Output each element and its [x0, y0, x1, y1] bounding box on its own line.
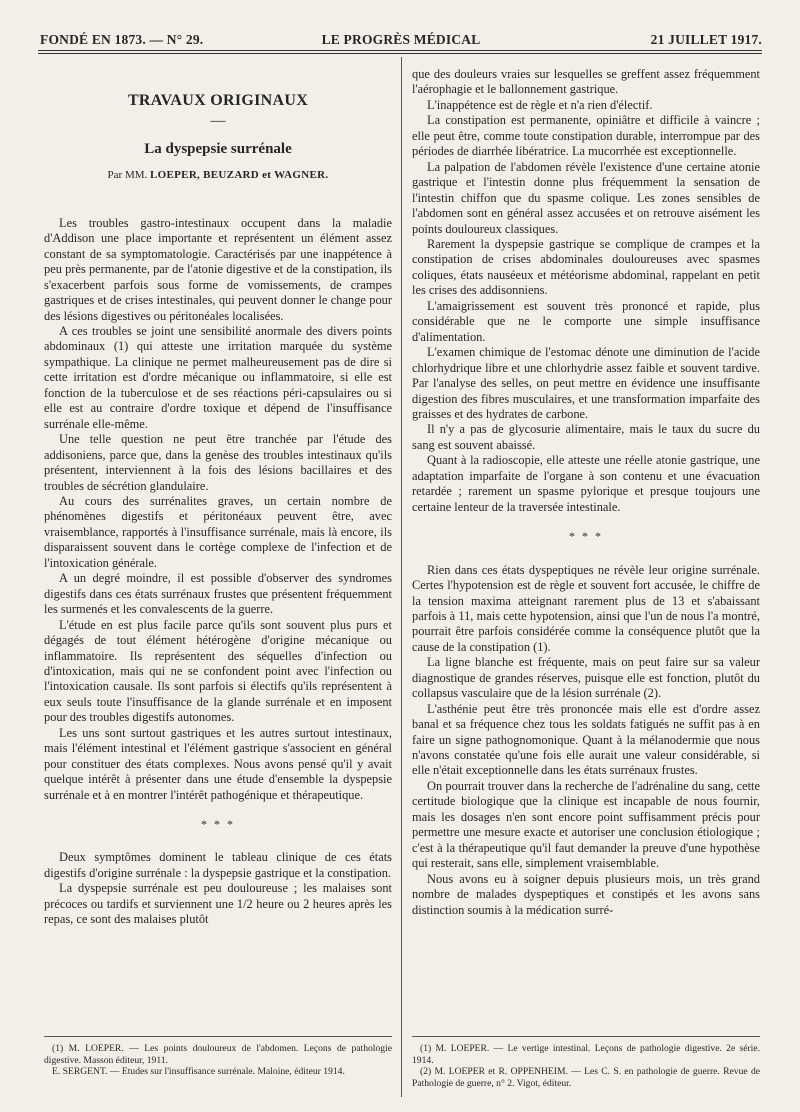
paragraph: L'asthénie peut être très prononcée mais elle est d'ordre assez banal et sa fréquence chez tous les soldats fatigués ne suffit pas à en faire un signe pathognomonique. Quant à la mélanodermie que nous n'avons constatée qu'une fois elle aurait une valeur considérable, si elle n'était exceptionnelle dans les états surrénaux frustes.: [412, 701, 760, 778]
footnotes-right: [412, 1043, 760, 1089]
paragraph: La constipation est permanente, opiniâtre et difficile à vaincre ; elle peut être, comme toute constipation durable, interrompue par des périodes de diarrhée libératrice. La mucorrhée est exceptionnelle.: [412, 113, 760, 159]
paragraph: que des douleurs vraies sur lesquelles se greffent assez fréquemment l'aérophagie et le ballonnement gastrique.: [412, 67, 760, 97]
paragraph: La ligne blanche est fréquente, mais on peut faire sur sa valeur diagnostique de grandes réserves, puisque elle est fonction, plutôt du collapsus vasculaire que de la lésion surrénale (2).: [412, 655, 760, 701]
header-journal-title: LE PROGRÈS MÉDICAL: [321, 32, 481, 47]
paragraph: Il n'y a pas de glycosurie alimentaire, mais le taux du sucre du sang est souvent abaissé.: [412, 422, 760, 452]
header-rule-thin: [38, 53, 762, 54]
footnote-rule-right: [412, 1036, 760, 1037]
paragraph: A ces troubles se joint une sensibilité anormale des divers points abdominaux (1) qui atteste une irritation marquée du système sympathique. La clinique ne permet malheureusement pas de dire si cette irritation est d'ordre mécanique ou inflammatoire, si elle est fonction de la tuberculose et de ses réactions péri-capsulaires ou si elle est au contraire d'ordre toxique et dépend de l'insuffisance surrénale elle-même.: [44, 323, 392, 431]
right-column: [412, 67, 760, 918]
paragraph: Quant à la radioscopie, elle atteste une réelle atonie gastrique, une adaptation imparfaite de l'organe à son contenu et une évacuation retardée ; rarement un spasme pylorique et presque toujours une certaine lenteur de la traversée intestinale.: [412, 453, 760, 514]
authors-prefix: Par MM.: [107, 169, 148, 182]
paragraph: Une telle question ne peut être tranchée par l'étude des addisoniens, parce que, dans la genèse des troubles intestinaux qu'ils présentent, interviennent à la fois des lésions bacillaires et des troubles de sécrétion glandulaire.: [44, 432, 392, 493]
paragraph: Deux symptômes dominent le tableau clinique de ces états digestifs d'origine surrénale : la dyspepsie gastrique et la constipation.: [44, 850, 392, 880]
section-title: TRAVAUX ORIGINAUX: [127, 92, 309, 109]
footnote: (1) M. LOEPER. — Le vertige intestinal. Leçons de pathologie digestive. 2e série. 1914.: [412, 1043, 760, 1066]
header-founded: FONDÉ EN 1873. — N° 29.: [40, 32, 204, 47]
header-rule: [38, 50, 762, 51]
paragraph: Les troubles gastro-intestinaux occupent dans la maladie d'Addison une place importante et représentent un élément assez constant de sa symptomatologie. Caractérisés par une inappétence à peu près permanente, par de l'atonie digestive et de la constipation, ils s'exacerbent parfois sous forme de vomissements, de crampes gastriques et de crises intestinales, qui peuvent donner le change pour des lésions digestives ou péritonéales localisées.: [44, 215, 392, 323]
paragraph: La palpation de l'abdomen révèle l'existence d'une certaine atonie gastrique et l'intestin donne plus fréquemment la sensation de l'intestin chiffon que du spasme colique. Les zones sensibles de l'abdomen sont en général assez accusées et on retrouve aisément les points douloureux classiques.: [412, 159, 760, 236]
paragraph: La dyspepsie surrénale est peu douloureuse ; les malaises sont précoces ou tardifs et surviennent une 1/2 heure ou 2 heures après les repas, ce sont des malaises plutôt: [44, 881, 392, 927]
footnote: (2) M. LOEPER et R. OPPENHEIM. — Les C. S. en pathologie de guerre. Revue de Pathologie de guerre, n° 2. Vigot, éditeur.: [412, 1066, 760, 1089]
paragraph: L'inappétence est de règle et n'a rien d'électif.: [427, 97, 653, 112]
paragraph: On pourrait trouver dans la recherche de l'adrénaline du sang, cette certitude biologique que la clinique est incapable de nous fournir, mais les dosages n'en sont encore point suffisamment précis pour permettre une mesure exacte et autoriser une conclusion étiologique ; c'est à la thérapeutique qu'il faut demander la preuve d'une hypothèse qui resterait, sans elle, simplement vraisemblable.: [412, 778, 760, 871]
column-divider: [401, 57, 402, 1097]
section-separator-stars: * * *: [201, 817, 235, 832]
paragraph: A un degré moindre, il est possible d'observer des syndromes digestifs dans ces états surrénaux frustes que présentent fréquemment les surmenés et les convalescents de la guerre.: [44, 571, 392, 617]
footnote-rule-left: [44, 1036, 392, 1037]
authors-names: LOEPER, BEUZARD et WAGNER.: [150, 169, 329, 182]
paragraph: Nous avons eu à soigner depuis plusieurs mois, un très grand nombre de malades dyspeptiques et constipés et les avons sans distinction soumis à la médication surré-: [412, 871, 760, 917]
paragraph: L'amaigrissement est souvent très prononcé et rapide, plus considérable que ne le comporte une simple insuffisance d'alimentation.: [412, 298, 760, 344]
paragraph: L'étude en est plus facile parce qu'ils sont souvent plus purs et dégagés de tout élément hétérogène d'origine mécanique ou inflammatoire. Ils représentent des séquelles d'infection ou d'intoxication, mais qui ne se confondent point avec l'infection ou l'intoxication causale. Ils sont parfois si électifs qu'ils représentent à eux seuls toute l'insuffisance de la glande surrénale et en imposent pour des troubles digestifs autonomes.: [44, 617, 392, 725]
section-separator-stars: * * *: [569, 529, 603, 544]
paragraph: Rarement la dyspepsie gastrique se complique de crampes et la constipation de crises abdominales douloureuses avec spasmes coliques, états nauséeux et météorisme abdominal, rappelant en petit les crises des addisonniens.: [412, 236, 760, 298]
section-dash: —: [210, 113, 226, 130]
paragraph: Les uns sont surtout gastriques et les autres surtout intestinaux, mais l'élément intestinal et l'élément gastrique s'associent en général pour constituer des états complexes. Nous avons pensé qu'il y avait quelque intérêt à présenter dans une étude d'ensemble la dyspepsie surrénale et à en montrer l'intérêt pathogénique et thérapeutique.: [44, 725, 392, 802]
left-column: [44, 60, 392, 928]
paragraph: Au cours des surrénalites graves, un certain nombre de phénomènes digestifs et péritonéaux peuvent être, avec vraisemblance, rapportés à l'insuffisance surrénale, mais là encore, ils disparaissent souvent dans le cortège complexe de l'infection et de l'intoxication générale.: [44, 493, 392, 570]
header-date: 21 JUILLET 1917.: [650, 32, 762, 47]
footnote: E. SERGENT. — Etudes sur l'insuffisance surrénale. Maloine, éditeur 1914.: [52, 1066, 345, 1078]
article-authors: [44, 168, 392, 183]
footnotes-left: [44, 1043, 392, 1078]
paragraph: Rien dans ces états dyspeptiques ne révèle leur origine surrénale. Certes l'hypotension est de règle et souvent fort accusée, le chiffre de la tension maxima atteignant rarement plus de 13 et s'abaissant parfois à 11, mais cette hypotension, ainsi que l'un de nous l'a montré, pourrait être parfois considérée comme la conséquence plutôt que la cause de la constipation (1).: [412, 562, 760, 654]
footnote: (1) M. LOEPER. — Les points douloureux de l'abdomen. Leçons de pathologie digestive. Masson éditeur, 1911.: [44, 1043, 392, 1066]
paragraph: L'examen chimique de l'estomac dénote une diminution de l'acide chlorhydrique libre et une chlorhydrie assez faible et souvent tardive. Par l'analyse des selles, on peut mettre en évidence une insuffisante digestion des fibres musculaires, et une transformation imparfaite des graisses et des hydrates de carbone.: [412, 345, 760, 421]
article-title: La dyspepsie surrénale: [144, 140, 292, 157]
